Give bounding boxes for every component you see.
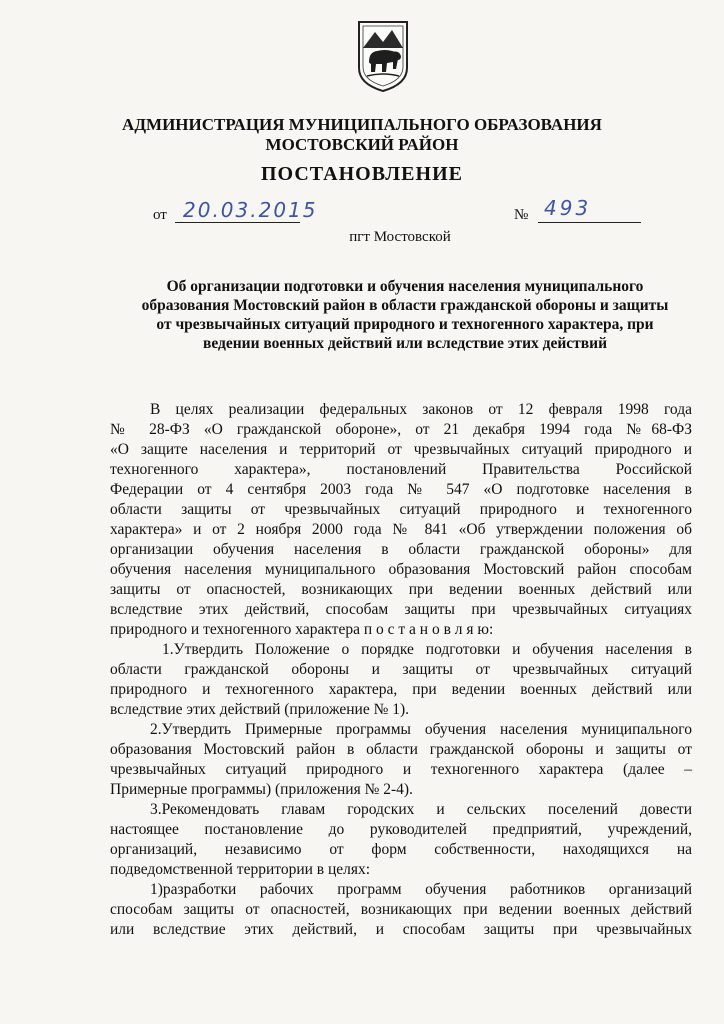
body-line: 2.Утвердить Примерные программы обучения населения муниципального: [150, 721, 692, 738]
body-line: организаций, независимо от форм собственности, находящихся на: [110, 841, 692, 858]
body-line: 1)разработки рабочих программ обучения работников организаций: [150, 881, 692, 898]
body-line: вследствие этих действий (приложение № 1).: [110, 701, 410, 718]
handwritten-date: 20.03.2015: [183, 198, 318, 222]
body-line: способам защиты от опасностей, возникающих при ведении военных действий: [110, 901, 692, 918]
district-name: МОСТОВСКИЙ РАЙОН: [265, 135, 459, 154]
body-line: подведомственной территории в целях:: [110, 861, 371, 878]
date-label: от: [153, 207, 167, 223]
body-line: области защиты от чрезвычайных ситуаций природного и техногенного: [110, 501, 692, 518]
place-of-issue: пгт Мостовской: [349, 229, 451, 245]
body-line: природного и техногенного характера п о с т а н о в л я ю:: [110, 621, 494, 638]
body-line: характера» и от 2 ноября 2000 года № 841 «Об утверждении положения об: [110, 521, 692, 538]
body-line: Федерации от 4 сентября 2003 года № 547 «О подготовке населения в: [110, 481, 692, 498]
body-line: настоящее постановление до руководителей предприятий, учреждений,: [110, 821, 692, 838]
body-line: чрезвычайных ситуаций природного и техногенного характера (далее –: [110, 761, 692, 778]
date-underline: [175, 222, 300, 223]
body-line: организации обучения населения в области гражданской обороны» для: [110, 541, 692, 558]
body-line: или вследствие этих действий, и способам защиты при чрезвычайных: [110, 921, 692, 938]
document-type-title: ПОСТАНОВЛЕНИЕ: [261, 163, 463, 185]
subject-line: ведении военных действий или вследствие этих действий: [202, 335, 608, 352]
subject-line: Об организации подготовки и обучения населения муниципального: [166, 278, 644, 295]
coat-of-arms-icon: [355, 18, 411, 94]
subject-line: образования Мостовский район в области гражданской обороны и защиты: [141, 297, 669, 314]
number-underline: [538, 222, 641, 223]
body-line: образования Мостовский район в области гражданской обороны и защиты от: [110, 741, 692, 758]
body-line: природного и техногенного характера, при ведении военных действий или: [110, 681, 692, 698]
body-line: техногенного характера», постановлений Правительства Российской: [110, 461, 692, 478]
body-line: «О защите населения и территорий от чрезвычайных ситуаций природного и: [110, 441, 692, 458]
number-label: №: [514, 207, 529, 223]
body-line: 3.Рекомендовать главам городских и сельских поселений довести: [150, 801, 692, 818]
body-line: вследствие этих действий, способам защиты при чрезвычайных ситуациях: [110, 601, 692, 618]
handwritten-number: 493: [544, 196, 592, 220]
body-line: В целях реализации федеральных законов от 12 февраля 1998 года: [150, 401, 692, 418]
body-line: Примерные программы) (приложения № 2-4).: [110, 781, 413, 798]
subject-line: от чрезвычайных ситуаций природного и техногенного характера, при: [156, 316, 654, 333]
body-line: области гражданской обороны и защиты от чрезвычайных ситуаций: [110, 661, 692, 678]
organization-name: АДМИНИСТРАЦИЯ МУНИЦИПАЛЬНОГО ОБРАЗОВАНИЯ: [122, 115, 602, 134]
body-line: защиты от опасностей, возникающих при ведении военных действий или: [110, 581, 692, 598]
body-line: 1.Утвердить Положение о порядке подготовки и обучения населения в: [162, 641, 692, 658]
body-line: № 28-ФЗ «О гражданской обороне», от 21 декабря 1994 года №68-ФЗ: [110, 421, 692, 438]
body-line: обучения населения муниципального образования Мостовский район способам: [110, 561, 692, 578]
document-subject: [110, 277, 700, 353]
